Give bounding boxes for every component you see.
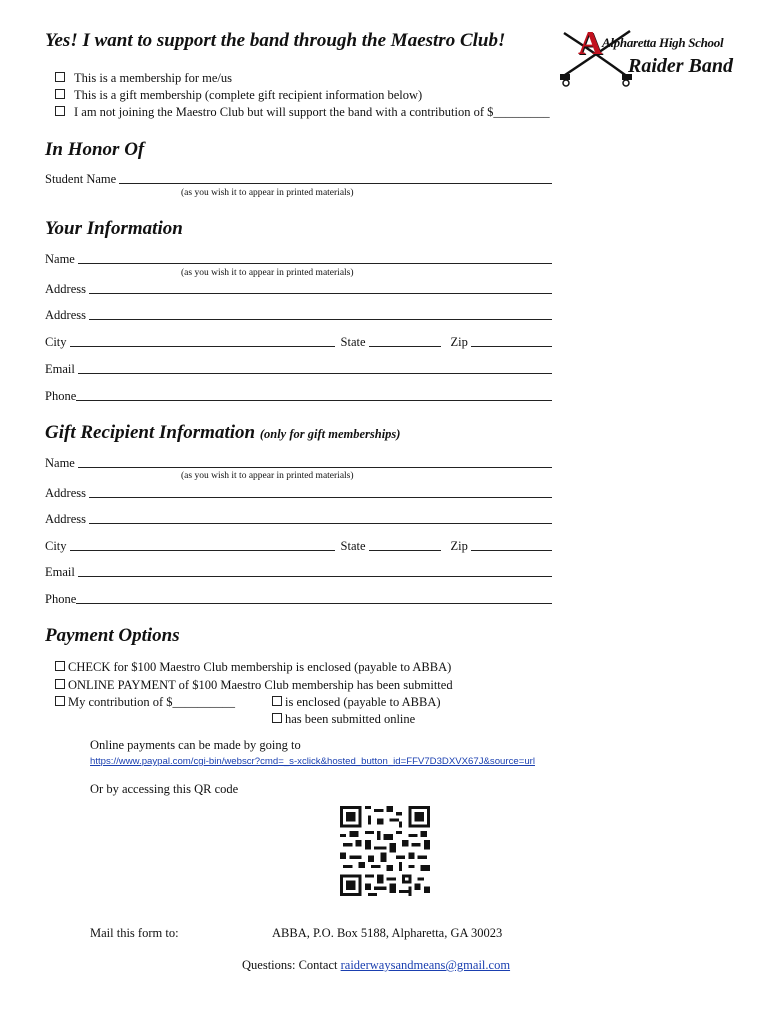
checkbox[interactable]	[55, 72, 65, 82]
section-heading-honor: In Honor Of	[45, 139, 145, 160]
field-label: City	[45, 335, 67, 349]
option-label: I am not joining the Maestro Club but will support the band with a contribution of $_________	[74, 105, 550, 119]
checkbox[interactable]	[55, 106, 65, 116]
fill-line[interactable]	[78, 575, 552, 577]
fill-line[interactable]	[76, 602, 552, 604]
school-logo	[558, 25, 734, 91]
option-label: has been submitted online	[285, 712, 416, 726]
option-label: is enclosed (payable to ABBA)	[285, 695, 441, 709]
form-title: Yes! I want to support the band through the Maestro Club!	[45, 30, 506, 51]
state-line[interactable]	[369, 549, 441, 551]
field-label: Zip	[450, 335, 468, 349]
option-enclosed[interactable]	[272, 694, 441, 710]
online-payment-text: Online payments can be made by going to	[90, 738, 301, 752]
option-label: This is a gift membership (complete gift recipient information below)	[74, 88, 423, 102]
questions-line	[242, 958, 510, 973]
option-contribution[interactable]	[55, 694, 235, 710]
paypal-link[interactable]: https://www.paypal.com/cgi-bin/webscr?cmd=_s-xclick&hosted_button_id=FFV7D3DXVX67J&source=url	[90, 756, 535, 767]
fill-line[interactable]	[89, 292, 552, 294]
field-label: Address	[45, 308, 86, 322]
field-hint: (as you wish it to appear in printed materials)	[181, 188, 354, 198]
field-label: Phone	[45, 592, 77, 606]
checkbox[interactable]	[55, 661, 65, 671]
contact-email-link[interactable]: raiderwaysandmeans@gmail.com	[340, 958, 511, 972]
city-line[interactable]	[70, 549, 335, 551]
field-label: Name	[45, 456, 75, 470]
phone-field[interactable]	[45, 388, 552, 404]
checkbox[interactable]	[55, 679, 65, 689]
option-submitted-online[interactable]	[272, 711, 415, 727]
student-name-field[interactable]	[45, 171, 552, 187]
option-contribution-only[interactable]	[55, 104, 550, 120]
field-label: Name	[45, 252, 75, 266]
name-field[interactable]	[45, 251, 552, 267]
field-label: Email	[45, 362, 75, 376]
fill-line[interactable]	[78, 372, 552, 374]
zip-line[interactable]	[471, 345, 552, 347]
checkbox[interactable]	[55, 696, 65, 706]
gift-phone-field[interactable]	[45, 591, 552, 607]
fill-line[interactable]	[78, 466, 552, 468]
option-online-payment[interactable]	[55, 677, 453, 693]
option-label: This is a membership for me/us	[74, 71, 232, 85]
mail-address: ABBA, P.O. Box 5188, Alpharetta, GA 30023	[272, 926, 503, 940]
questions-label: Questions: Contact	[242, 958, 338, 972]
fill-line[interactable]	[89, 496, 552, 498]
qr-code-text: Or by accessing this QR code	[90, 782, 239, 796]
field-label: Student Name	[45, 172, 117, 186]
email-field[interactable]	[45, 361, 552, 377]
section-heading-payment: Payment Options	[45, 625, 180, 646]
city-state-zip-row	[45, 334, 552, 350]
option-label: CHECK for $100 Maestro Club membership is enclosed (payable to ABBA)	[68, 660, 452, 674]
field-label: Address	[45, 512, 86, 526]
section-heading-your-info: Your Information	[45, 218, 183, 239]
fill-line[interactable]	[76, 399, 552, 401]
checkbox[interactable]	[272, 696, 282, 706]
option-membership-self[interactable]	[55, 70, 232, 86]
qr-code-image[interactable]	[340, 806, 430, 896]
fill-line[interactable]	[119, 182, 552, 184]
mail-label: Mail this form to:	[90, 926, 179, 940]
field-label: Address	[45, 486, 86, 500]
gift-name-field[interactable]	[45, 455, 552, 471]
fill-line[interactable]	[78, 262, 552, 264]
field-label: Address	[45, 282, 86, 296]
fill-line[interactable]	[89, 318, 552, 320]
address2-field[interactable]	[45, 307, 552, 323]
state-line[interactable]	[369, 345, 441, 347]
section-heading-gift	[45, 422, 400, 444]
field-label: State	[340, 539, 366, 553]
option-label: My contribution of $__________	[68, 695, 236, 709]
checkbox[interactable]	[272, 713, 282, 723]
logo-band-name: Raider Band	[628, 55, 734, 77]
option-check[interactable]	[55, 659, 451, 675]
field-label: State	[340, 335, 366, 349]
city-line[interactable]	[70, 345, 335, 347]
checkbox[interactable]	[55, 89, 65, 99]
field-label: Zip	[450, 539, 468, 553]
gift-city-state-zip-row	[45, 538, 552, 554]
field-hint: (as you wish it to appear in printed materials)	[181, 268, 354, 278]
fill-line[interactable]	[89, 522, 552, 524]
heading-subtext: (only for gift memberships)	[259, 427, 401, 441]
logo-school-name: Alpharetta High School	[602, 35, 724, 50]
field-label: Email	[45, 565, 75, 579]
gift-address1-field[interactable]	[45, 485, 552, 501]
gift-email-field[interactable]	[45, 564, 552, 580]
option-gift-membership[interactable]	[55, 87, 422, 103]
field-label: Phone	[45, 389, 77, 403]
heading-text: Gift Recipient Information	[45, 422, 256, 443]
zip-line[interactable]	[471, 549, 552, 551]
field-hint: (as you wish it to appear in printed materials)	[181, 471, 354, 481]
field-label: City	[45, 539, 67, 553]
gift-address2-field[interactable]	[45, 511, 552, 527]
address1-field[interactable]	[45, 281, 552, 297]
logo-letter: A	[578, 25, 603, 62]
option-label: ONLINE PAYMENT of $100 Maestro Club membership has been submitted	[68, 678, 453, 692]
